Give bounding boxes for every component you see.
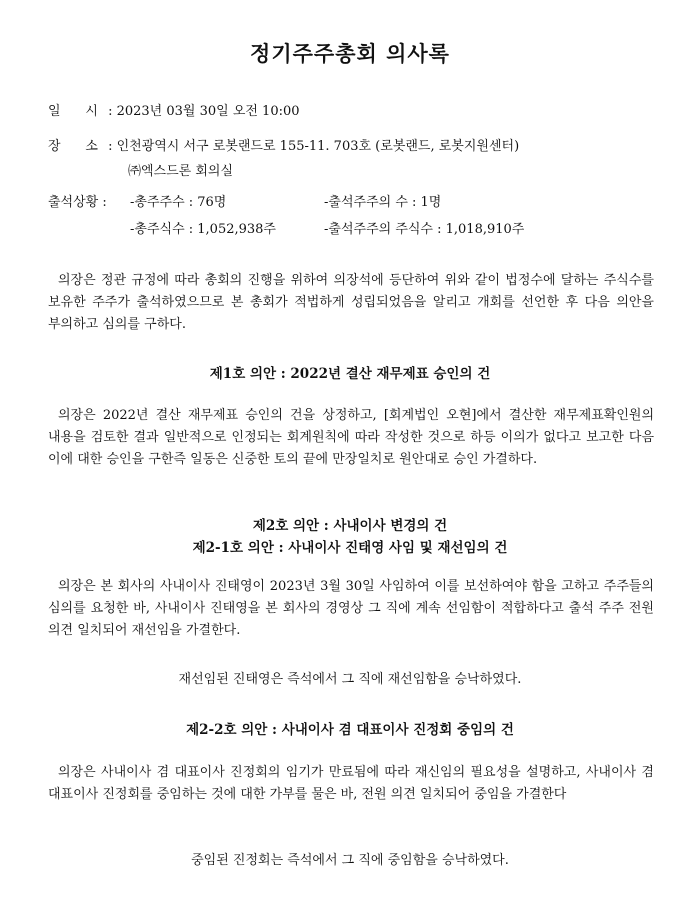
agenda1-heading: 제1호 의안 : 2022년 결산 재무제표 승인의 건 xyxy=(209,366,491,382)
place-label: 장 소 xyxy=(48,139,98,154)
agenda2-heading: 제2호 의안 : 사내이사 변경의 건 xyxy=(252,518,448,534)
attending-shares: -출석주주의 주식수 : 1,018,910주 xyxy=(324,222,525,237)
attendance-label: 출석상황 : xyxy=(48,195,107,210)
document-title: 정기주주총회 의사록 xyxy=(250,42,450,66)
agenda1-paragraph: 의장은 2022년 결산 재무제표 승인의 건을 상정하고, [회계법인 오현]에서 결산한 재무제표확인원의 내용을 검토한 결과 일반적으로 인정되는 회계원칙에 따라 작성한 것으로 하등 이의가 없다고 보고한 다음 이에 대한 승인을 구한즉 일동은 신중한 토의 끝에 만장일치로 원안대로 승인 가결하다. xyxy=(48,408,654,467)
total-shareholders: -총주주수 : 76명 xyxy=(130,195,227,210)
total-shares: -총주식수 : 1,052,938주 xyxy=(130,222,276,237)
place-value: : 인천광역시 서구 로봇랜드로 155-11. 703호 (로봇랜드, 로봇지원센터) xyxy=(108,139,520,154)
agenda2-1-paragraph: 의장은 본 회사의 사내이사 진태영이 2023년 3월 30일 사임하여 이를 보선하여야 함을 고하고 주주들의 심의를 요청한 바, 사내이사 진태영을 본 회사의 경영상 그 직에 계속 선임함이 적합하다고 출석 주주 전원 의견 일치되어 재선임을 가결한다. xyxy=(48,579,654,638)
opening-paragraph: 의장은 정관 규정에 따라 총회의 진행을 위하여 의장석에 등단하여 위와 같이 법정수에 달하는 주식수를 보유한 주주가 출석하였으므로 본 총회가 적법하게 성립되었음을 알리고 개회를 선언한 후 다음 의안을 부의하고 심의를 구하다. xyxy=(48,273,654,332)
date-row xyxy=(48,103,300,121)
agenda2-1-acceptance: 재선임된 진태영은 즉석에서 그 직에 재선임함을 승낙하였다. xyxy=(178,672,522,687)
date-value: : 2023년 03월 30일 오전 10:00 xyxy=(108,104,300,119)
place-row xyxy=(48,138,519,156)
agenda2-2-paragraph: 의장은 사내이사 겸 대표이사 진정회의 임기가 만료됨에 따라 재신임의 필요성을 설명하고, 사내이사 겸 대표이사 진정회를 중임하는 것에 대한 가부를 물은 바, 전원 의견 일치되어 중임을 가결한다 xyxy=(48,765,654,802)
place-room: ㈜엑스드론 회의실 xyxy=(128,164,234,179)
date-label: 일 시 xyxy=(48,104,98,119)
agenda2-2-acceptance: 중임된 진정회는 즉석에서 그 직에 중임함을 승낙하였다. xyxy=(191,853,509,868)
attending-shareholders: -출석주주의 수 : 1명 xyxy=(324,195,442,210)
agenda2-2-heading: 제2-2호 의안 : 사내이사 겸 대표이사 진정회 중임의 건 xyxy=(186,722,514,738)
agenda2-1-heading: 제2-1호 의안 : 사내이사 진태영 사임 및 재선임의 건 xyxy=(192,540,508,556)
